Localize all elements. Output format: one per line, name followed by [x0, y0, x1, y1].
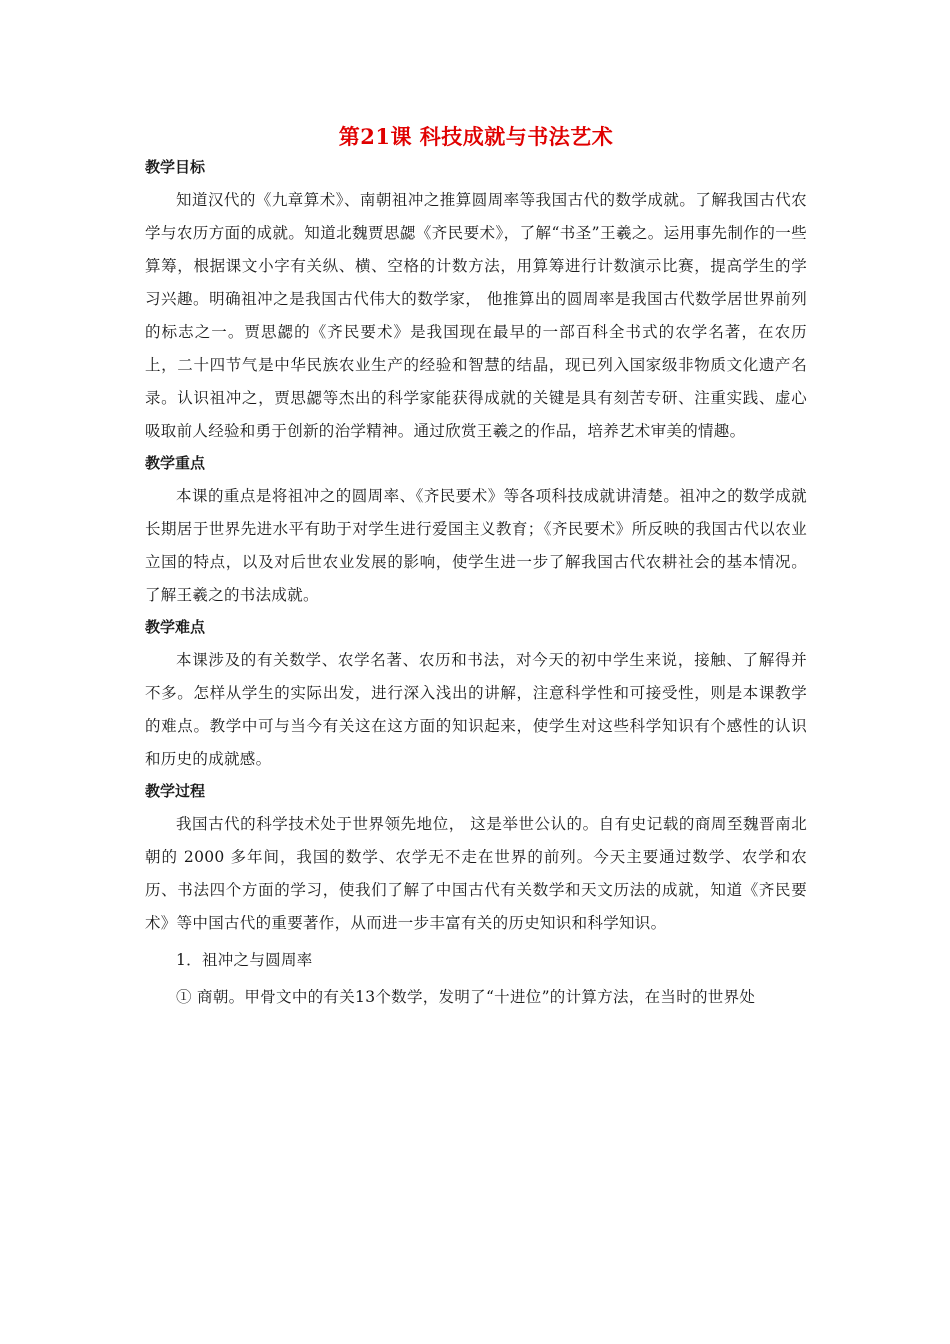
section-heading: 教学目标: [145, 158, 206, 176]
circled-list-item: ① 商朝。甲骨文中的有关13个数学，发明了“十进位”的计算方法，在当时的世界处: [176, 988, 756, 1006]
section-key-points: [145, 452, 807, 612]
section-paragraph: 本课的重点是将祖冲之的圆周率、《齐民要术》等各项科技成就讲清楚。祖冲之的数学成就长期居于世界先进水平有助于对学生进行爱国主义教育；《齐民要术》所反映的我国古代以农业立国的特点，以及对后世农业发展的影响，使学生进一步了解我国古代农耕社会的基本情况。了解王羲之的书法成就。: [145, 487, 807, 604]
section-difficulties: [145, 616, 807, 776]
section-heading: 教学过程: [145, 782, 206, 800]
document-page: [145, 120, 807, 1014]
section-paragraph: 我国古代的科学技术处于世界领先地位， 这是举世公认的。自有史记载的商周至魏晋南北朝的 2000 多年间，我国的数学、农学无不走在世界的前列。今天主要通过数学、农学和农历、书法四个方面的学习，使我们了解了中国古代有关数学和天文历法的成就，知道《齐民要术》等中国古代的重要著作，从而进一步丰富有关的历史知识和科学知识。: [145, 815, 807, 932]
section-paragraph: 本课涉及的有关数学、农学名著、农历和书法，对今天的初中学生来说，接触、了解得并不多。怎样从学生的实际出发，进行深入浅出的讲解，注意科学性和可接受性，则是本课教学的难点。教学中可与当今有关这在这方面的知识起来，使学生对这些科学知识有个感性的认识和历史的成就感。: [145, 651, 807, 768]
list-item: 1．祖冲之与圆周率: [176, 951, 313, 969]
section-objectives: [145, 156, 807, 448]
section-heading: 教学难点: [145, 618, 206, 636]
section-heading: 教学重点: [145, 454, 206, 472]
section-process: [145, 780, 807, 1014]
lesson-title: 第21课 科技成就与书法艺术: [338, 124, 614, 149]
section-paragraph: 知道汉代的《九章算术》、南朝祖冲之推算圆周率等我国古代的数学成就。了解我国古代农学与农历方面的成就。知道北魏贾思勰《齐民要术》，了解“书圣”王羲之。运用事先制作的一些算筹，根据课文小字有关纵、横、空格的计数方法，用算筹进行计数演示比赛，提高学生的学习兴趣。明确祖冲之是我国古代伟大的数学家， 他推算出的圆周率是我国古代数学居世界前列的标志之一。贾思勰的《齐民要术》是我国现在最早的一部百科全书式的农学名著，在农历上，二十四节气是中华民族农业生产的经验和智慧的结晶，现已列入国家级非物质文化遗产名录。认识祖冲之，贾思勰等杰出的科学家能获得成就的关键是具有刻苦专研、注重实践、虚心吸取前人经验和勇于创新的治学精神。通过欣赏王羲之的作品，培养艺术审美的情趣。: [145, 191, 807, 440]
